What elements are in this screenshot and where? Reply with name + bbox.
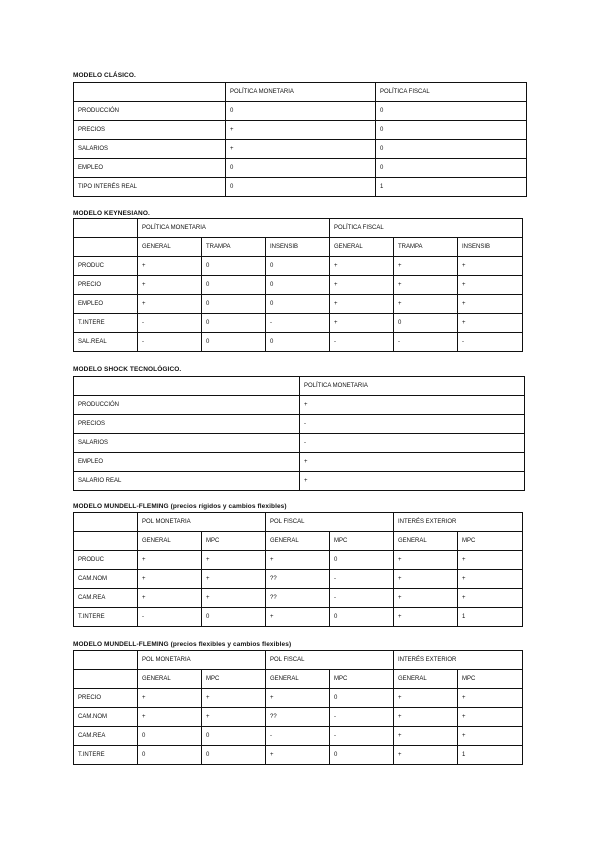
table-row	[74, 178, 527, 197]
table-cell: 0	[330, 608, 394, 627]
table-cell: +	[330, 295, 394, 314]
row-label: CAM.NOM	[74, 570, 138, 589]
table-cell: +	[394, 708, 458, 727]
column-header	[74, 83, 226, 102]
row-label: PRECIO	[74, 689, 138, 708]
section-title: MODELO KEYNESIANO.	[73, 210, 150, 217]
table-cell: 0	[226, 102, 376, 121]
column-header: GENERAL	[266, 532, 330, 551]
table-cell: +	[138, 276, 202, 295]
table-row	[74, 333, 523, 352]
table-cell: 1	[458, 608, 523, 627]
table-cell: 0	[266, 257, 330, 276]
column-header: GENERAL	[138, 238, 202, 257]
row-label: CAM.REA	[74, 589, 138, 608]
table-cell: +	[458, 708, 523, 727]
table-cell: 0	[376, 121, 527, 140]
column-header: MPC	[330, 532, 394, 551]
table-cell: 0	[202, 746, 266, 765]
row-label: SALARIOS	[74, 434, 300, 453]
table-cell: +	[202, 570, 266, 589]
table-row	[74, 551, 523, 570]
row-label: PRECIO	[74, 276, 138, 295]
column-header: MPC	[202, 532, 266, 551]
table-row	[74, 295, 523, 314]
table-cell: -	[330, 589, 394, 608]
column-header	[74, 377, 300, 396]
table-cell: +	[458, 551, 523, 570]
column-header: GENERAL	[138, 670, 202, 689]
table-cell: +	[394, 295, 458, 314]
table-cell: +	[138, 589, 202, 608]
table-cell: 0	[376, 102, 527, 121]
table-cell: +	[300, 472, 525, 491]
table-cell: +	[300, 453, 525, 472]
table-cell: 0	[376, 159, 527, 178]
sub-header-row	[74, 532, 523, 551]
table-cell: +	[226, 121, 376, 140]
table-cell: -	[394, 333, 458, 352]
table-cell: 0	[394, 314, 458, 333]
row-label: T.INTERE	[74, 608, 138, 627]
column-header: MPC	[330, 670, 394, 689]
column-header: POLÍTICA FISCAL	[376, 83, 527, 102]
table-cell: ??	[266, 570, 330, 589]
table-cell: -	[330, 333, 394, 352]
table-cell: +	[394, 276, 458, 295]
table-cell: +	[330, 314, 394, 333]
table-cell: +	[394, 570, 458, 589]
table-row	[74, 453, 525, 472]
column-header: INSENSIB	[458, 238, 523, 257]
table-cell: +	[266, 746, 330, 765]
table-cell: 0	[226, 159, 376, 178]
sub-header-row	[74, 670, 523, 689]
table-cell: -	[300, 434, 525, 453]
table-cell: 0	[376, 140, 527, 159]
column-header: GENERAL	[394, 532, 458, 551]
table-cell: +	[300, 396, 525, 415]
column-header: GENERAL	[138, 532, 202, 551]
table-cell: 0	[202, 257, 266, 276]
table-cell: 0	[266, 276, 330, 295]
table-cell: +	[266, 551, 330, 570]
table-cell: 0	[202, 727, 266, 746]
table-cell: +	[394, 746, 458, 765]
row-label: PRODUCCIÓN	[74, 396, 300, 415]
table-cell: 0	[202, 333, 266, 352]
table-cell: +	[330, 276, 394, 295]
table-cell: 0	[330, 551, 394, 570]
column-header	[74, 670, 138, 689]
row-label: EMPLEO	[74, 159, 226, 178]
table-cell: +	[266, 608, 330, 627]
table-cell: 0	[226, 178, 376, 197]
column-header: TRAMPA	[394, 238, 458, 257]
column-header: MPC	[458, 532, 523, 551]
row-label: PRODUCCIÓN	[74, 102, 226, 121]
table-row	[74, 314, 523, 333]
group-header-row	[74, 513, 523, 532]
row-label: TIPO INTERÉS REAL	[74, 178, 226, 197]
table-row	[74, 746, 523, 765]
table-cell: 0	[202, 295, 266, 314]
table-cell: 0	[202, 314, 266, 333]
group-header: INTERÉS EXTERIOR	[394, 513, 523, 532]
table-cell: +	[394, 589, 458, 608]
table-cell: +	[458, 295, 523, 314]
row-label: EMPLEO	[74, 453, 300, 472]
column-header	[74, 532, 138, 551]
table-cell: +	[202, 551, 266, 570]
section-title: MODELO MUNDELL-FLEMING (precios flexibles y cambios flexibles)	[73, 641, 292, 648]
group-header: INTERÉS EXTERIOR	[394, 651, 523, 670]
table-cell: +	[138, 570, 202, 589]
table-cell: +	[394, 608, 458, 627]
group-header: POLÍTICA FISCAL	[330, 219, 523, 238]
group-header-row	[74, 219, 523, 238]
table-row	[74, 570, 523, 589]
table-cell: +	[202, 708, 266, 727]
column-header: MPC	[202, 670, 266, 689]
classic-model-table	[73, 82, 527, 197]
row-label: SALARIO REAL	[74, 472, 300, 491]
header-row	[74, 83, 527, 102]
table-cell: +	[458, 276, 523, 295]
table-cell: +	[138, 689, 202, 708]
table-cell: +	[458, 689, 523, 708]
group-header	[74, 513, 138, 532]
table-cell: +	[138, 295, 202, 314]
table-cell: +	[394, 551, 458, 570]
group-header: POL MONETARIA	[138, 651, 266, 670]
table-cell: +	[458, 589, 523, 608]
row-label: PRODUC	[74, 551, 138, 570]
table-row	[74, 434, 525, 453]
table-cell: 0	[202, 276, 266, 295]
table-row	[74, 102, 527, 121]
table-cell: +	[202, 589, 266, 608]
table-row	[74, 689, 523, 708]
table-cell: 0	[330, 746, 394, 765]
table-row	[74, 140, 527, 159]
table-row	[74, 472, 525, 491]
table-cell: 0	[266, 295, 330, 314]
group-header	[74, 651, 138, 670]
row-label: T.INTERE	[74, 746, 138, 765]
keynesian-model-table	[73, 218, 523, 352]
mundell-flex-table	[73, 650, 523, 765]
table-row	[74, 396, 525, 415]
table-cell: -	[138, 333, 202, 352]
group-header	[74, 219, 138, 238]
table-cell: +	[394, 257, 458, 276]
row-label: SALARIOS	[74, 140, 226, 159]
table-row	[74, 415, 525, 434]
table-cell: +	[138, 551, 202, 570]
table-cell: -	[138, 314, 202, 333]
column-header: POLÍTICA MONETARIA	[226, 83, 376, 102]
table-cell: -	[330, 727, 394, 746]
table-cell: -	[330, 570, 394, 589]
row-label: EMPLEO	[74, 295, 138, 314]
table-row	[74, 276, 523, 295]
table-cell: ??	[266, 589, 330, 608]
group-header-row	[74, 651, 523, 670]
section-title: MODELO SHOCK TECNOLÓGICO.	[73, 366, 182, 373]
column-header: POLÍTICA MONETARIA	[300, 377, 525, 396]
tech-shock-table	[73, 376, 525, 491]
row-label: PRECIOS	[74, 415, 300, 434]
mundell-rigid-table	[73, 512, 523, 627]
table-row	[74, 159, 527, 178]
row-label: PRODUC	[74, 257, 138, 276]
table-cell: +	[394, 689, 458, 708]
row-label: CAM.REA	[74, 727, 138, 746]
group-header: POLÍTICA MONETARIA	[138, 219, 330, 238]
column-header: INSENSIB	[266, 238, 330, 257]
table-cell: 0	[266, 333, 330, 352]
table-cell: 0	[330, 689, 394, 708]
table-cell: -	[266, 314, 330, 333]
table-cell: +	[138, 257, 202, 276]
table-cell: 0	[138, 746, 202, 765]
table-cell: +	[458, 314, 523, 333]
column-header: GENERAL	[394, 670, 458, 689]
table-cell: +	[330, 257, 394, 276]
table-cell: +	[226, 140, 376, 159]
table-cell: +	[458, 257, 523, 276]
table-cell: -	[266, 727, 330, 746]
table-cell: +	[458, 727, 523, 746]
table-row	[74, 589, 523, 608]
section-title: MODELO CLÁSICO.	[73, 72, 136, 79]
column-header: GENERAL	[330, 238, 394, 257]
column-header	[74, 238, 138, 257]
row-label: CAM.NOM	[74, 708, 138, 727]
row-label: PRECIOS	[74, 121, 226, 140]
table-row	[74, 257, 523, 276]
table-cell: 0	[202, 608, 266, 627]
table-cell: +	[202, 689, 266, 708]
table-cell: -	[330, 708, 394, 727]
table-cell: +	[394, 727, 458, 746]
sub-header-row	[74, 238, 523, 257]
group-header: POL FISCAL	[266, 651, 394, 670]
table-cell: 0	[138, 727, 202, 746]
table-cell: -	[138, 608, 202, 627]
row-label: T.INTERE	[74, 314, 138, 333]
table-cell: 1	[376, 178, 527, 197]
table-cell: -	[300, 415, 525, 434]
column-header: MPC	[458, 670, 523, 689]
table-cell: +	[458, 570, 523, 589]
section-title: MODELO MUNDELL-FLEMING (precios rígidos y cambios flexibles)	[73, 503, 287, 510]
table-row	[74, 608, 523, 627]
table-row	[74, 727, 523, 746]
table-cell: ??	[266, 708, 330, 727]
header-row	[74, 377, 525, 396]
column-header: GENERAL	[266, 670, 330, 689]
table-cell: -	[458, 333, 523, 352]
group-header: POL MONETARIA	[138, 513, 266, 532]
table-cell: 1	[458, 746, 523, 765]
row-label: SAL.REAL	[74, 333, 138, 352]
table-cell: +	[266, 689, 330, 708]
table-cell: +	[138, 708, 202, 727]
table-row	[74, 708, 523, 727]
column-header: TRAMPA	[202, 238, 266, 257]
table-row	[74, 121, 527, 140]
group-header: POL FISCAL	[266, 513, 394, 532]
